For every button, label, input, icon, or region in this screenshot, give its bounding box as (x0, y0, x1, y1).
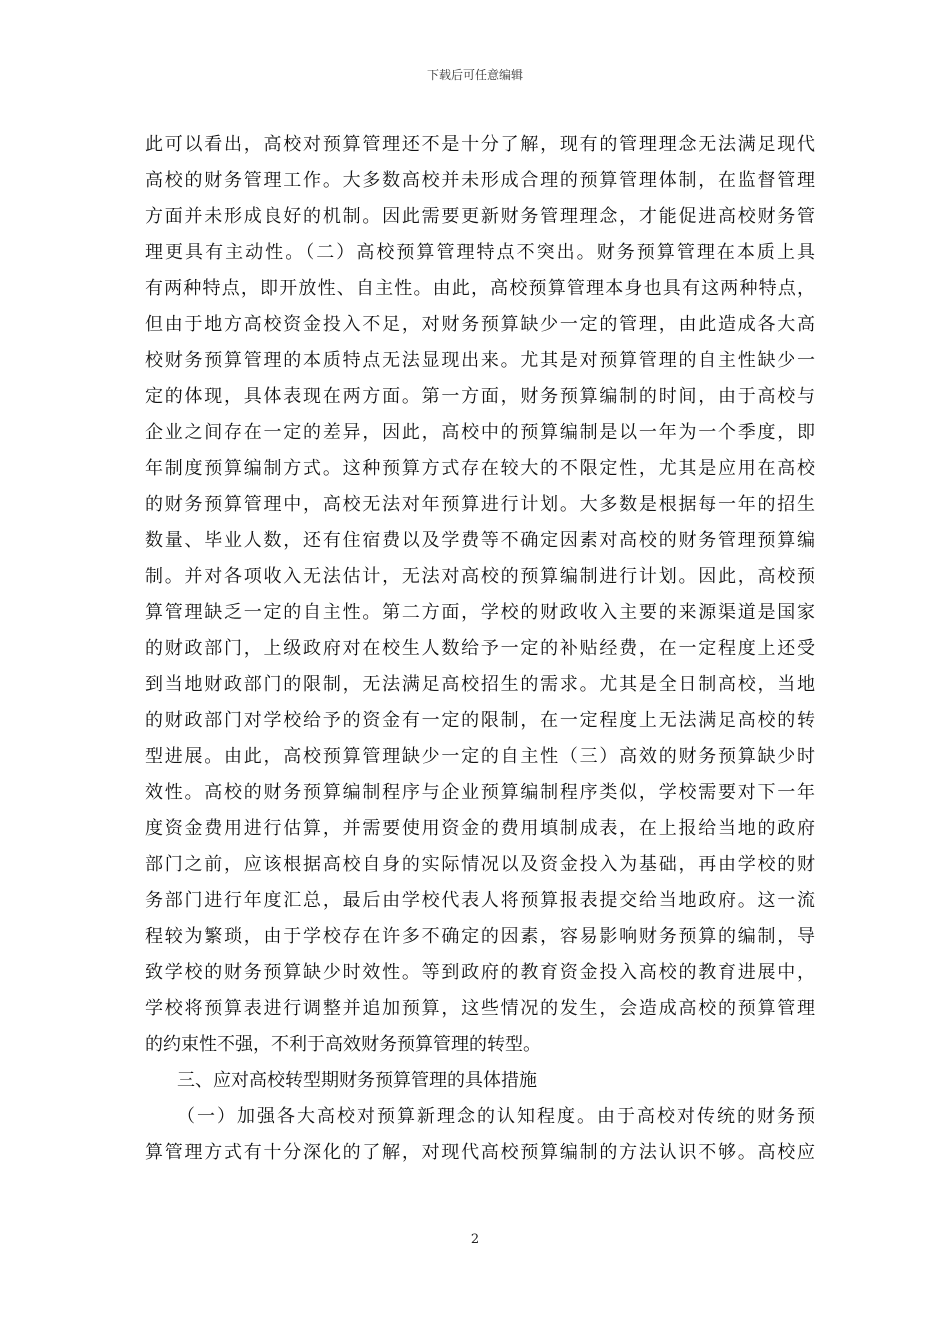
paragraph-line: 制。并对各项收入无法估计，无法对高校的预算编制进行计划。因此，高校预 (145, 566, 815, 587)
section-heading: 三、应对高校转型期财务预算管理的具体措施 (177, 1070, 537, 1091)
paragraph-line: （一）加强各大高校对预算新理念的认知程度。由于高校对传统的财务预 (177, 1106, 815, 1127)
page-number: 2 (470, 1232, 480, 1247)
paragraph-line: 此可以看出，高校对预算管理还不是十分了解，现有的管理理念无法满足现代 (145, 134, 815, 155)
paragraph-line: 到当地财政部门的限制，无法满足高校招生的需求。尤其是全日制高校，当地 (145, 674, 815, 695)
paragraph-line: 度资金费用进行估算，并需要使用资金的费用填制成表，在上报给当地的政府 (145, 818, 815, 839)
paragraph-line: 致学校的财务预算缺少时效性。等到政府的教育资金投入高校的教育进展中， (145, 962, 815, 983)
paragraph-line: 但由于地方高校资金投入不足，对财务预算缺少一定的管理，由此造成各大高 (145, 314, 815, 335)
paragraph-line: 效性。高校的财务预算编制程序与企业预算编制程序类似，学校需要对下一年 (145, 782, 815, 803)
page-header: 下载后可任意编辑 (426, 68, 523, 82)
paragraph-line: 定的体现，具体表现在两方面。第一方面，财务预算编制的时间，由于高校与 (145, 386, 815, 407)
paragraph-line: 的财政部门，上级政府对在校生人数给予一定的补贴经费，在一定程度上还受 (145, 638, 815, 659)
paragraph-line: 型进展。由此，高校预算管理缺少一定的自主性（三）高效的财务预算缺少时 (145, 746, 815, 767)
paragraph-line: 有两种特点，即开放性、自主性。由此，高校预算管理本身也具有这两种特点， (145, 278, 815, 299)
paragraph-line: 理更具有主动性。（二）高校预算管理特点不突出。财务预算管理在本质上具 (145, 242, 815, 263)
paragraph-line: 部门之前，应该根据高校自身的实际情况以及资金投入为基础，再由学校的财 (145, 854, 815, 875)
paragraph-line: 算管理方式有十分深化的了解，对现代高校预算编制的方法认识不够。高校应 (145, 1142, 815, 1163)
paragraph-line: 高校的财务管理工作。大多数高校并未形成合理的预算管理体制，在监督管理 (145, 170, 815, 191)
paragraph-line: 的财政部门对学校给予的资金有一定的限制，在一定程度上无法满足高校的转 (145, 710, 815, 731)
paragraph-line: 数量、毕业人数，还有住宿费以及学费等不确定因素对高校的财务管理预算编 (145, 530, 815, 551)
paragraph-line: 程较为繁琐，由于学校存在许多不确定的因素，容易影响财务预算的编制，导 (145, 926, 815, 947)
paragraph-line: 学校将预算表进行调整并追加预算，这些情况的发生，会造成高校的预算管理 (145, 998, 815, 1019)
paragraph-line: 算管理缺乏一定的自主性。第二方面，学校的财政收入主要的来源渠道是国家 (145, 602, 815, 623)
paragraph-line: 务部门进行年度汇总，最后由学校代表人将预算报表提交给当地政府。这一流 (145, 890, 815, 911)
paragraph-line: 的约束性不强，不利于高效财务预算管理的转型。 (145, 1034, 541, 1055)
paragraph-line: 企业之间存在一定的差异，因此，高校中的预算编制是以一年为一个季度，即 (145, 422, 815, 443)
document-body (145, 127, 815, 1171)
paragraph-line: 方面并未形成良好的机制。因此需要更新财务管理理念，才能促进高校财务管 (145, 206, 815, 227)
paragraph-line: 校财务预算管理的本质特点无法显现出来。尤其是对预算管理的自主性缺少一 (145, 350, 815, 371)
paragraph-line: 年制度预算编制方式。这种预算方式存在较大的不限定性，尤其是应用在高校 (145, 458, 815, 479)
paragraph-line: 的财务预算管理中，高校无法对年预算进行计划。大多数是根据每一年的招生 (145, 494, 815, 515)
